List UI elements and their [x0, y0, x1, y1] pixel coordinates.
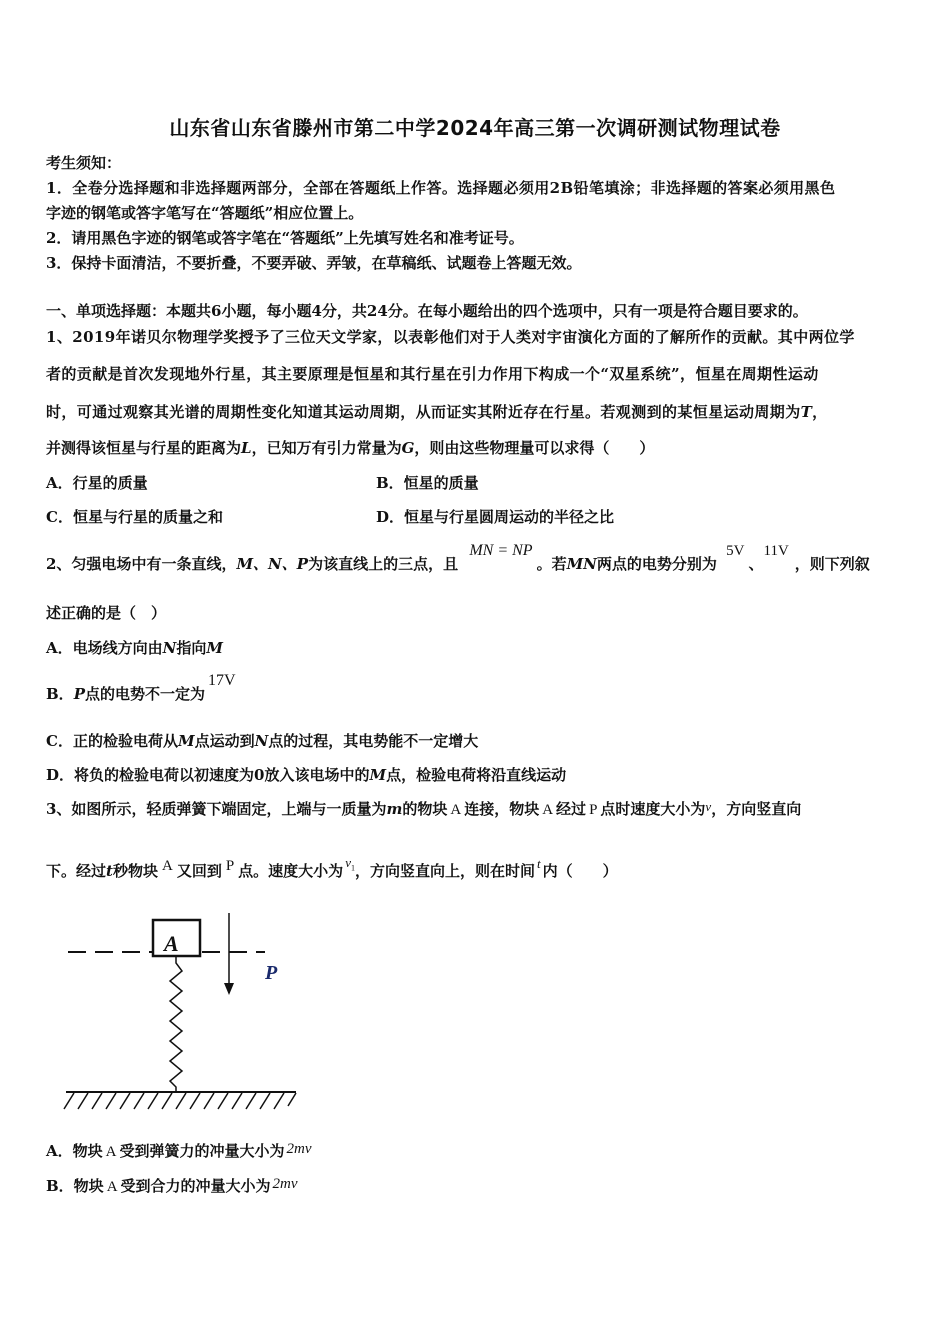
q2-text: B．: [46, 685, 74, 703]
q3-text: 受到合力的冲量大小为: [120, 1177, 271, 1195]
var-L: L: [241, 439, 252, 457]
q2-text: 点的过程，其电势能不一定增大: [268, 732, 479, 750]
impulse-value-b: 2mv: [272, 1176, 298, 1192]
q1-option-d: D．恒星与行星圆周运动的半径之比: [376, 508, 615, 526]
q3-text: 3、如图所示，轻质弹簧下端固定，上端与一质量为: [46, 800, 387, 818]
q1-option-c: C．恒星与行星的质量之和: [46, 508, 223, 526]
q2-text: 指向: [176, 639, 207, 657]
var-v1: [345, 855, 355, 873]
var-A: A: [106, 1179, 118, 1195]
var-M: M: [369, 766, 387, 784]
q2-text: 点的电势不一定为: [84, 685, 205, 703]
q2-option-c: [46, 731, 478, 751]
q1-text: 时，可通过观察其光谱的周期性变化知道其运动周期，从而证实其附近存在行星。若观测到的某恒星运动周期为: [46, 403, 801, 421]
var-MNP: M、N、P: [236, 555, 309, 573]
q1-option-b: B．恒星的质量: [376, 474, 479, 492]
var-A: A: [161, 858, 173, 874]
notice-item-3: 3．保持卡面清洁，不要折叠，不要弄破、弄皱，在草稿纸、试题卷上答题无效。: [46, 254, 582, 272]
spring-block-figure: [60, 905, 320, 1120]
q1-line-4: [46, 438, 654, 458]
q3-text: 秒物块: [112, 862, 158, 880]
notice-item-1-cont: 字迹的钢笔或答字笔写在“答题纸”相应位置上。: [46, 204, 364, 222]
q2-text: 为该直线上的三点，且: [308, 555, 459, 573]
q3-option-b: [46, 1176, 298, 1197]
equation-mn-np: MN = NP: [469, 542, 533, 559]
var-P: P: [73, 685, 85, 703]
q2-text: 2、匀强电场中有一条直线，: [46, 555, 237, 573]
page-title: 山东省山东省滕州市第二中学2024年高三第一次调研测试物理试卷: [169, 116, 781, 140]
q3-text: 点时速度大小为: [600, 800, 706, 818]
q1-text: ，则由这些物理量可以求得（ ）: [414, 439, 655, 457]
q1-line-2: 者的贡献是首次发现地外行星，其主要原理是恒星和其行星在引力作用下构成一个“双星系统”，恒星在周期性运动: [46, 365, 819, 383]
q3-line-2: [46, 855, 618, 888]
var-N: N: [254, 732, 269, 750]
q1-line-3: [46, 402, 828, 422]
var-A: A: [542, 802, 554, 818]
var-t: t: [536, 856, 541, 871]
notice-item-1: 1．全卷分选择题和非选择题两部分，全部在答题纸上作答。选择题必须用2B铅笔填涂；非选择题的答案必须用黑色: [46, 179, 836, 197]
var-M: M: [177, 732, 195, 750]
q2-option-b: [46, 672, 236, 705]
q2-text: 。若: [536, 555, 567, 573]
notice-heading: 考生须知：: [46, 154, 122, 172]
q2-text: ，则下列叙: [794, 555, 870, 573]
var-T: T: [800, 403, 813, 421]
var-A: A: [450, 802, 462, 818]
block-a-label: A: [164, 931, 179, 956]
section-heading: 一、单项选择题：本题共6小题，每小题4分，共24分。在每小题给出的四个选项中，只有一项是符合题目要求的。: [46, 302, 808, 320]
q1-text: 并测得该恒星与行星的距离为: [46, 439, 242, 457]
var-A: A: [105, 1144, 117, 1160]
var-v1-base: v: [345, 855, 351, 870]
point-p-label: P: [265, 962, 278, 984]
spring: [170, 956, 182, 1091]
q2-text: 两点的电势分别为: [596, 555, 717, 573]
var-P: P: [225, 858, 235, 874]
potential-17v: 17V: [207, 672, 236, 689]
q2-text: 点运动到: [194, 732, 255, 750]
potential-value-1: 5V: [726, 543, 745, 559]
var-v1-subscript: 1: [350, 863, 355, 873]
q2-text: A．电场线方向由: [46, 639, 163, 657]
q3-text: 连接，物块: [464, 800, 540, 818]
q3-text: ，方向竖直向: [711, 800, 802, 818]
q2-line-1: [46, 542, 870, 575]
ground-hatching: [64, 1093, 296, 1109]
q3-text: 内（ ）: [542, 862, 618, 880]
var-t: t: [106, 862, 113, 880]
arrowhead-icon: [224, 983, 234, 995]
q1-text: ，已知万有引力常量为: [251, 439, 402, 457]
q3-line-1: [46, 799, 801, 820]
var-N: N: [162, 639, 177, 657]
var-M: M: [206, 639, 223, 657]
q2-separator: 、: [748, 555, 764, 573]
var-v: v: [705, 799, 712, 814]
var-P: P: [589, 802, 598, 818]
impulse-value-a: 2mv: [286, 1141, 312, 1157]
q2-text: C．正的检验电荷从: [46, 732, 178, 750]
var-G: G: [401, 439, 415, 457]
q3-text: A．物块: [46, 1142, 103, 1160]
q3-text: 点。速度大小为: [238, 862, 344, 880]
q1-line-1: 1、2019年诺贝尔物理学奖授予了三位天文学家，以表彰他们对于人类对宇宙演化方面的了解所作的贡献。其中两位学: [46, 328, 855, 346]
q3-text: 下。经过: [46, 862, 107, 880]
q3-text: 受到弹簧力的冲量大小为: [119, 1142, 285, 1160]
q1-option-a: A．行星的质量: [46, 474, 148, 492]
q3-text: ，方向竖直向上，则在时间: [354, 862, 535, 880]
q3-option-a: [46, 1141, 312, 1162]
q2-option-d: [46, 765, 566, 785]
q3-text: 经过: [556, 800, 587, 818]
q2-text: D．将负的检验电荷以初速度为0放入该电场中的: [46, 766, 370, 784]
notice-item-2: 2．请用黑色字迹的钢笔或答字笔在“答题纸”上先填写姓名和准考证号。: [46, 229, 524, 247]
q2-option-a: [46, 638, 223, 658]
var-MN: MN: [566, 555, 597, 573]
q1-text: ，: [812, 403, 828, 421]
q2-text: 点，检验电荷将沿直线运动: [386, 766, 567, 784]
q2-line-2: 述正确的是（ ）: [46, 604, 167, 622]
potential-value-2: 11V: [763, 543, 789, 559]
var-m: m: [386, 800, 403, 818]
q3-text: 的物块: [402, 800, 448, 818]
q3-text: B．物块: [46, 1177, 104, 1195]
q3-text: 又回到: [176, 862, 222, 880]
